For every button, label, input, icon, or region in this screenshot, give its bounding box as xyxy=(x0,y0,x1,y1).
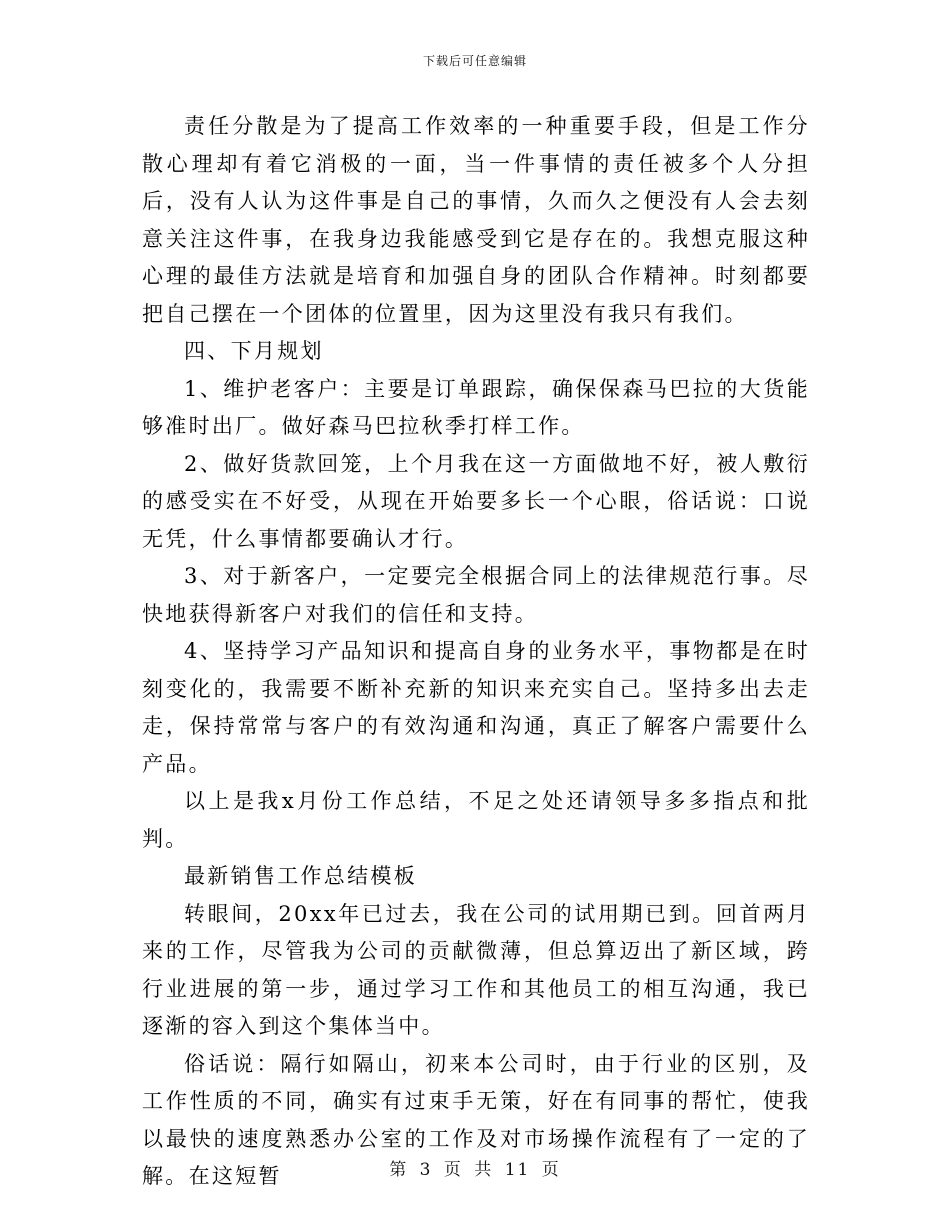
page-number-footer: 第 3 页 共 11 页 xyxy=(389,1160,561,1180)
section-title-sales-template: 最新销售工作总结模板 xyxy=(184,864,417,888)
paragraph-industry-adaptation: 俗话说：隔行如隔山，初来本公司时，由于行业的区别，及工作性质的不同，确实有过束手无策，好在有同事的帮忙，使我以最快的速度熟悉办公室的工作及对市场操作流程有了一定的了解。在这短暂 xyxy=(142,1051,810,1188)
paragraph-plan-item-2: 2、做好货款回笼，上个月我在这一方面做地不好，被人敷衍的感受实在不好受，从现在开始要多长一个心眼，俗话说：口说无凭，什么事情都要确认才行。 xyxy=(142,451,810,551)
paragraph-responsibility: 责任分散是为了提高工作效率的一种重要手段，但是工作分散心理却有着它消极的一面，当一件事情的责任被多个人分担后，没有人认为这件事是自己的事情，久而久之便没有人会去刻意关注这件事，在我身边我能感受到它是存在的。我想克服这种心理的最佳方法就是培育和加强自身的团队合作精神。时刻都要把自己摆在一个团体的位置里，因为这里没有我只有我们。 xyxy=(142,114,810,326)
paragraph-probation-review: 转眼间，20xx年已过去，我在公司的试用期已到。回首两月来的工作，尽管我为公司的贡献微薄，但总算迈出了新区域，跨行业进展的第一步，通过学习工作和其他员工的相互沟通，我已逐渐的容入到这个集体当中。 xyxy=(142,901,810,1038)
paragraph-plan-item-3: 3、对于新客户，一定要完全根据合同上的法律规范行事。尽快地获得新客户对我们的信任和支持。 xyxy=(142,564,810,626)
header-note: 下载后可任意编辑 xyxy=(422,54,527,68)
paragraph-plan-item-1: 1、维护老客户：主要是订单跟踪，确保保森马巴拉的大货能够准时出厂。做好森马巴拉秋季打样工作。 xyxy=(142,376,810,438)
document-body xyxy=(142,108,810,1196)
paragraph-summary-closing: 以上是我x月份工作总结，不足之处还请领导多多指点和批判。 xyxy=(142,789,810,851)
paragraph-plan-item-4: 4、坚持学习产品知识和提高自身的业务水平，事物都是在时刻变化的，我需要不断补充新的知识来充实自己。坚持多出去走走，保持常常与客户的有效沟通和沟通，真正了解客户需要什么产品。 xyxy=(142,639,810,776)
section-heading-next-month-plan: 四、下月规划 xyxy=(184,339,324,363)
